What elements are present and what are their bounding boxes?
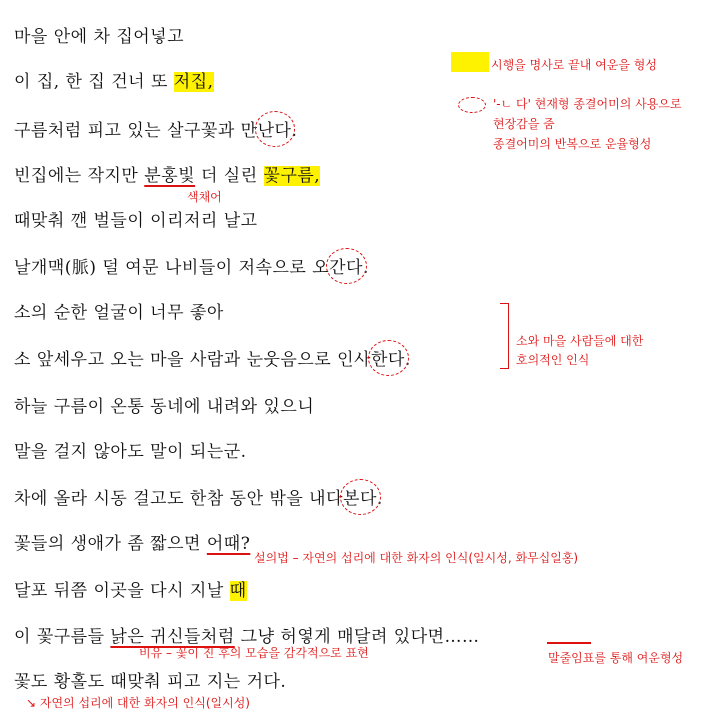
bracket-marker	[500, 303, 509, 369]
ellipsis-underline	[547, 642, 591, 644]
highlight-legend-swatch	[451, 52, 489, 72]
poem-line-2	[14, 67, 214, 92]
poem-text: 달포 뒤쯤 이곳을 다시 지날	[14, 581, 230, 601]
circle-legend-marker	[458, 97, 486, 113]
poem-line-1: 마을 안에 차 집어넣고	[14, 27, 185, 47]
simile-note: 비유 – 꽃이 진 후의 모습을 감각적으로 표현	[139, 646, 369, 660]
legend-circle-note-2: 현장감을 줌	[493, 117, 555, 131]
color-word-note: 색채어	[187, 190, 222, 204]
poem-text: 그냥 허옇게 매달려 있다면……	[234, 627, 480, 647]
poem-line-6	[14, 253, 369, 278]
poem-line-3	[14, 116, 297, 141]
bracket-note-2: 호의적인 인식	[516, 353, 590, 367]
poem-text: .	[376, 489, 383, 509]
poem-text: .	[404, 350, 411, 370]
underlined-color-word: 분홍빛	[144, 166, 196, 186]
highlighted-noun-ending: 꽃구름,	[263, 166, 321, 186]
poem-text: 꽃들의 생애가 좀 짧으면	[14, 534, 207, 554]
poem-text: 이 꽃구름들	[14, 627, 111, 647]
poem-line-11	[14, 484, 383, 509]
final-line-note: ↘ 자연의 섭리에 대한 화자의 인식(일시성)	[26, 696, 250, 710]
circled-ending: 한다	[371, 345, 405, 370]
poem-text: 소 앞세우고 오는 마을 사람과 눈웃음으로 인사	[14, 350, 371, 370]
poem-text: 빈집에는 작지만	[14, 166, 145, 186]
underlined-simile: 낡은 귀신들처럼	[110, 627, 235, 647]
poem-line-8	[14, 345, 411, 370]
poem-text: 이 집, 한 집 건너 또	[14, 72, 174, 92]
underlined-rhetorical-question: 어때?	[206, 534, 251, 554]
legend-circle-note-1: '-ㄴ 다' 현재형 종결어미의 사용으로	[493, 97, 682, 111]
poem-text: .	[362, 258, 369, 278]
poem-line-7: 소의 순한 얼굴이 너무 좋아	[14, 303, 224, 323]
ellipsis-note: 말줄임표를 통해 여운형성	[548, 651, 684, 665]
poem-text: .	[291, 121, 298, 141]
highlighted-noun-ending: 저집,	[173, 72, 214, 92]
poem-line-5: 때맞춰 깬 벌들이 이리저리 날고	[14, 211, 258, 231]
poem-line-13	[14, 576, 247, 601]
poem-text: 차에 올라 시동 걸고도 한참 동안 밖을 내다	[14, 489, 344, 509]
poem-line-12	[14, 529, 250, 554]
circled-ending: 본다	[343, 484, 377, 509]
circled-ending: 난다	[258, 116, 292, 141]
poem-line-14	[14, 622, 480, 647]
poem-text: 더 실린	[195, 166, 264, 186]
highlighted-noun-ending: 때	[229, 581, 247, 601]
rhetorical-question-note: 설의법 – 자연의 섭리에 대한 화자의 인식(일시성, 화무십일홍)	[254, 551, 579, 565]
circled-ending: 간다	[329, 253, 363, 278]
poem-line-15: 꽃도 황홀도 때맞춰 피고 지는 거다.	[14, 672, 287, 692]
bracket-note-1: 소와 마을 사람들에 대한	[516, 334, 644, 348]
poem-line-9: 하늘 구름이 온통 동네에 내려와 있으니	[14, 397, 315, 417]
poem-text: 구름처럼 피고 있는 살구꽃과 만	[14, 121, 258, 141]
poem-line-4	[14, 161, 320, 186]
legend-circle-note-3: 종결어미의 반복으로 운율형성	[493, 137, 652, 151]
poem-line-10: 말을 걸지 않아도 말이 되는군.	[14, 442, 247, 462]
legend-highlight-note: 시행을 명사로 끝내 여운을 형성	[491, 58, 657, 72]
poem-text: 날개맥(脈) 덜 여문 나비들이 저속으로 오	[14, 258, 330, 278]
